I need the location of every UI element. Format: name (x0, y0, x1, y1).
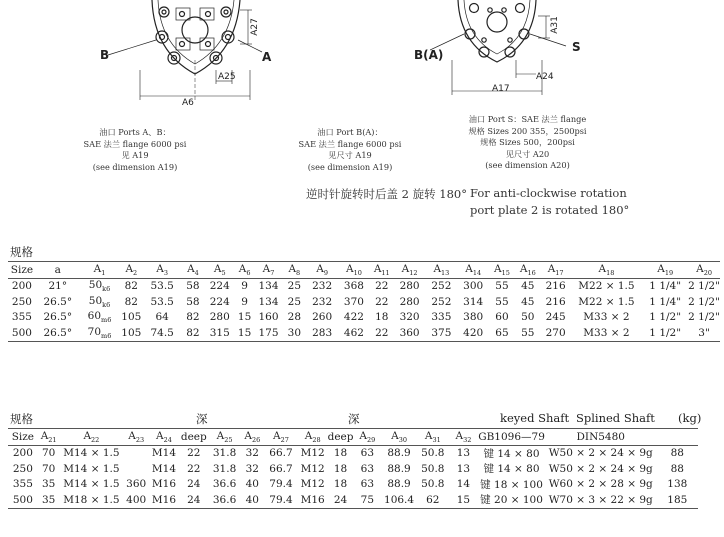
table1-cell: 380 (463, 311, 484, 324)
table1-cell: 82 (124, 295, 138, 308)
table1-header-cell: $A_{10}$ (338, 262, 370, 279)
table1-cell: 2 1/2" (688, 311, 720, 324)
table2-cell: 79.4 (269, 478, 293, 491)
table1-cell: 1 1/4" (649, 280, 682, 293)
spec-table-1 (8, 261, 720, 342)
dim-a17: A17 (492, 84, 510, 94)
table2-cell: M12 (300, 462, 325, 475)
table1-cell: 160 (258, 311, 279, 324)
table1-cell: 224 (209, 280, 230, 293)
table2-cell: 36.6 (212, 478, 237, 491)
table1-cell: 314 (463, 295, 484, 308)
table1-cell: 320 (399, 311, 420, 324)
table1-cell: 134 (258, 280, 279, 293)
table1-cell: 64 (155, 311, 169, 324)
table2-cell: 50.8 (421, 478, 445, 491)
table1-header-cell: $A_1$ (80, 262, 120, 279)
table1-cell: 82 (186, 311, 200, 324)
table1-cell: 280 (209, 311, 230, 324)
table2-cell: W70 × 3 × 22 × 9g (545, 492, 657, 508)
table1-cell: 82 (181, 325, 205, 341)
table1-cell: 216 (545, 280, 566, 293)
table2-title-kg: (kg) (678, 411, 702, 425)
table1-cell: 45 (521, 295, 535, 308)
table1-header-cell: $A_{19}$ (642, 262, 688, 279)
table2-cell: 24 (179, 492, 209, 508)
table-row (8, 445, 698, 461)
table1-cell: 1 1/2" (649, 311, 682, 324)
table2-header-cell: deep (328, 429, 354, 446)
table2-header-cell: $A_{29}$ (354, 429, 382, 446)
table1-cell: 232 (312, 280, 333, 293)
table1-cell: 300 (463, 280, 484, 293)
table2-cell: 24 (328, 492, 354, 508)
table1-cell: 55 (515, 325, 541, 341)
table2-cell: W50 × 2 × 24 × 9g (548, 447, 653, 460)
table1-cell: 245 (545, 311, 566, 324)
table1-cell: 250 (11, 295, 32, 308)
table2-cell: 键 14 × 80 (483, 463, 540, 476)
table1-cell: $60_{m6}$ (87, 310, 112, 325)
table1-cell: 25 (287, 280, 302, 293)
table1-cell: 30 (282, 325, 306, 341)
table2-header-row (8, 429, 698, 446)
table1-cell: $50_{k6}$ (88, 279, 111, 294)
caption-right: 油口 Port S：SAE 法兰 flange 规格 Sizes 200 355，2500psi 规格 Sizes 500，200psi 见尺寸 A20 (see dimension A20) (468, 114, 587, 170)
table1-cell: 360 (394, 325, 426, 341)
table2-header-cell: $A_{23}$ (123, 429, 149, 446)
table2-cell: 32 (245, 447, 259, 460)
table1-cell: 25 (287, 295, 302, 308)
table1-title: 规格 (10, 245, 33, 259)
table2-cell: M14 (151, 462, 177, 475)
table2-cell: 88.9 (387, 462, 411, 475)
table-row (8, 477, 698, 493)
table-row (8, 325, 720, 341)
table1-cell: 1 1/2" (642, 325, 688, 341)
table2-cell: M16 (149, 492, 179, 508)
table1-cell: 15 (237, 311, 252, 324)
table1-cell: 175 (255, 325, 283, 341)
table1-cell: 462 (338, 325, 370, 341)
table1-cell: 9 (241, 280, 248, 293)
table2-cell: M14 × 1.5 (63, 462, 120, 475)
table2-cell: 360 (126, 478, 147, 491)
table2-cell: M12 (300, 478, 325, 491)
table2-header-cell: $A_{27}$ (264, 429, 298, 446)
table-row (8, 492, 698, 508)
table1-cell: 232 (312, 295, 333, 308)
table2-cell: 88 (670, 447, 684, 460)
table1-cell: 21° (48, 280, 68, 293)
table2-header-cell: $A_{21}$ (38, 429, 60, 446)
table2-header-cell: $A_{22}$ (60, 429, 124, 446)
table1-cell: 283 (306, 325, 338, 341)
table1-cell: 15 (235, 325, 255, 341)
table1-cell: 422 (343, 311, 364, 324)
table2-cell (123, 445, 149, 461)
table2-cell: 500 (8, 492, 38, 508)
caption-left: 油口 Ports A、B： SAE 法兰 flange 6000 psi 见 A19 (see dimension A19) (83, 127, 187, 172)
table1-header-cell: $A_4$ (181, 262, 205, 279)
table1-header-cell: $A_{14}$ (457, 262, 489, 279)
table2-header-cell: $A_{32}$ (449, 429, 479, 446)
table2-cell: M16 (298, 492, 328, 508)
table2-cell: 22 (187, 447, 201, 460)
table2-cell: 63 (360, 447, 375, 460)
table2-cell: W60 × 2 × 28 × 9g (548, 478, 653, 491)
table2-cell: 138 (667, 478, 688, 491)
table2-title-shen-2: 深 (348, 412, 360, 426)
rotation-note-en-2: port plate 2 is rotated 180° (470, 203, 630, 217)
left-flange-drawing (90, 0, 280, 110)
table2-cell: W50 × 2 × 24 × 9g (548, 462, 653, 475)
table2-header-cell: GB1096—79 (478, 429, 545, 446)
table1-header-cell: $A_{18}$ (571, 262, 643, 279)
table2-cell: 36.6 (209, 492, 241, 508)
table1-cell: 252 (431, 295, 452, 308)
table2-cell (123, 461, 149, 477)
table1-cell: 355 (11, 311, 32, 324)
table2-header-cell: deep (179, 429, 209, 446)
table1-cell: 74.5 (143, 325, 181, 341)
table-row (8, 461, 698, 477)
table2-header-cell: DIN5480 (545, 429, 657, 446)
table2-cell: 106.4 (381, 492, 417, 508)
table1-cell: 420 (457, 325, 489, 341)
table1-cell: M22 × 1.5 (578, 295, 635, 308)
table1-cell: M22 × 1.5 (578, 280, 635, 293)
table2-cell: 40 (240, 492, 264, 508)
table1-header-cell: $A_7$ (255, 262, 283, 279)
table1-header-cell: $A_6$ (235, 262, 255, 279)
table1-cell: 22 (375, 295, 389, 308)
table1-cell: 2 1/2" (688, 295, 720, 308)
table2-cell: 18 (333, 478, 348, 491)
table2-cell: 70 (41, 447, 56, 460)
table1-cell: 252 (431, 280, 452, 293)
table2-cell: M12 (300, 447, 325, 460)
table1-cell: 260 (312, 311, 333, 324)
table1-header-cell: $A_{15}$ (489, 262, 515, 279)
table2-cell: 35 (41, 478, 56, 491)
table1-cell: 28 (287, 311, 302, 324)
table1-cell: 315 (205, 325, 235, 341)
table2-header-cell: $A_{24}$ (149, 429, 179, 446)
table2-cell: 14 (456, 478, 471, 491)
table1-cell: 335 (431, 311, 452, 324)
table2-title-splined: Splined Shaft (576, 411, 655, 425)
table1-header-cell: a (36, 262, 80, 279)
table1-cell: 1 1/4" (649, 295, 682, 308)
table1-header-cell: $A_{12}$ (394, 262, 426, 279)
table2-cell: 50.8 (421, 462, 445, 475)
table1-cell: 3" (688, 325, 720, 341)
table1-cell: 45 (521, 280, 535, 293)
table-row (8, 278, 720, 294)
table2-cell: 79.4 (264, 492, 298, 508)
table2-cell: 35 (38, 492, 60, 508)
label-a: A (262, 50, 272, 64)
table1-cell: 53.5 (150, 280, 174, 293)
table2-header-cell: Size (8, 429, 38, 446)
dim-a25: A25 (218, 72, 236, 82)
table1-cell: 55 (495, 280, 509, 293)
table2-cell: 32 (245, 462, 259, 475)
table1-cell: 280 (399, 280, 420, 293)
table1-header-cell: $A_5$ (205, 262, 235, 279)
dim-a24: A24 (536, 72, 554, 82)
table1-cell: 65 (489, 325, 515, 341)
table2-cell: 88.9 (387, 447, 411, 460)
table1-cell: 105 (121, 311, 142, 324)
table1-cell: 224 (209, 295, 230, 308)
table2-header-cell: $A_{30}$ (381, 429, 417, 446)
table1-header-cell: $A_{16}$ (515, 262, 541, 279)
table2-header-cell: $A_{31}$ (417, 429, 449, 446)
table1-header-cell: $A_2$ (119, 262, 143, 279)
table2-cell: 200 (12, 447, 33, 460)
table1-cell: 26.5° (36, 325, 80, 341)
table1-cell: 370 (343, 295, 364, 308)
table1-cell: 26.5° (43, 311, 73, 324)
table2-cell: 70 (41, 462, 56, 475)
label-s: S (572, 40, 581, 54)
table1-header-cell: $A_{13}$ (425, 262, 457, 279)
table1-cell: 270 (541, 325, 571, 341)
table2-cell: 键 18 × 100 (480, 478, 543, 491)
table1-header-row (8, 262, 720, 279)
table2-cell: 13 (456, 447, 471, 460)
label-ba: B(A) (414, 48, 444, 62)
table1-cell: 500 (8, 325, 36, 341)
table1-header-cell: Size (8, 262, 36, 279)
table1-cell: 9 (241, 295, 248, 308)
table2-title-shen-1: 深 (196, 412, 208, 426)
table2-cell: 63 (360, 462, 375, 475)
table1-cell: 216 (545, 295, 566, 308)
table1-cell: 50 (521, 311, 535, 324)
table2-cell: 50.8 (421, 447, 445, 460)
table2-cell: 62 (417, 492, 449, 508)
table2-cell: M14 × 1.5 (63, 478, 120, 491)
table2-cell: 15 (449, 492, 479, 508)
table1-cell: 53.5 (150, 295, 174, 308)
table2-header-cell: $A_{26}$ (240, 429, 264, 446)
table2-cell: 185 (657, 492, 698, 508)
caption-middle: 油口 Port B(A)： SAE 法兰 flange 6000 psi 见尺寸 A19 (see dimension A19) (298, 127, 402, 172)
table2-cell: 键 20 × 100 (478, 492, 545, 508)
table1-cell: 58 (186, 280, 200, 293)
table2-header-cell: $A_{28}$ (298, 429, 328, 446)
table1-cell: $70_{m6}$ (80, 325, 120, 341)
table1-cell: 375 (425, 325, 457, 341)
table1-cell: 26.5° (43, 295, 73, 308)
dim-a6: A6 (182, 98, 194, 108)
table1-cell: 134 (258, 295, 279, 308)
table2-cell: 13 (456, 462, 471, 475)
table1-cell: 82 (124, 280, 138, 293)
table1-cell: M33 × 2 (583, 311, 630, 324)
table2-title-keyed: keyed Shaft (500, 411, 570, 425)
dim-a27: A27 (249, 18, 260, 36)
table1-cell: 368 (343, 280, 364, 293)
table1-cell: $50_{k6}$ (88, 294, 111, 309)
table1-header-cell: $A_3$ (143, 262, 181, 279)
table1-cell: 58 (186, 295, 200, 308)
label-b: B (100, 48, 110, 62)
table1-cell: 22 (375, 280, 389, 293)
dim-a31: A31 (549, 16, 560, 34)
table2-header-cell: $A_{25}$ (209, 429, 241, 446)
table2-cell: 355 (12, 478, 33, 491)
table2-cell: 18 (333, 447, 348, 460)
table2-cell: 250 (12, 462, 33, 475)
table2-cell: 88 (670, 462, 684, 475)
table1-cell: 18 (375, 311, 389, 324)
table1-cell: 105 (119, 325, 143, 341)
table1-header-cell: $A_8$ (282, 262, 306, 279)
table1-cell: 55 (495, 295, 509, 308)
table1-header-cell: $A_9$ (306, 262, 338, 279)
table1-cell: 22 (370, 325, 394, 341)
table2-cell: 31.8 (212, 462, 237, 475)
table2-cell: 66.7 (269, 462, 293, 475)
table2-cell: 键 14 × 80 (483, 447, 540, 460)
table2-cell: 66.7 (269, 447, 293, 460)
table1-cell: 2 1/2" (688, 280, 720, 293)
table2-cell: 18 (333, 462, 348, 475)
table2-cell: 75 (354, 492, 382, 508)
table1-header-cell: $A_{11}$ (370, 262, 394, 279)
table2-cell: M18 × 1.5 (60, 492, 124, 508)
table2-header-cell (657, 429, 698, 446)
table2-cell: M14 (151, 447, 177, 460)
table-row (8, 310, 720, 326)
rotation-note-en-1: For anti-clockwise rotation (470, 186, 627, 200)
table2-cell: 31.8 (212, 447, 237, 460)
table-row (8, 294, 720, 310)
table2-title-guige: 规格 (10, 412, 33, 426)
spec-table-2 (8, 428, 698, 509)
table2-cell: 22 (187, 462, 201, 475)
table1-cell: 280 (399, 295, 420, 308)
table2-cell: 40 (245, 478, 259, 491)
table1-header-cell: $A_{17}$ (541, 262, 571, 279)
table1-cell: M33 × 2 (571, 325, 643, 341)
table2-cell: 24 (187, 478, 201, 491)
table1-cell: 200 (11, 280, 32, 293)
table2-cell: 400 (123, 492, 149, 508)
table2-cell: M14 × 1.5 (63, 447, 120, 460)
table2-cell: M16 (151, 478, 177, 491)
table2-cell: 88.9 (387, 478, 411, 491)
table1-header-cell: $A_{20}$ (688, 262, 720, 279)
rotation-note-cn: 逆时针旋转时后盖 2 旋转 180° (306, 187, 467, 201)
table1-cell: 60 (495, 311, 509, 324)
table2-cell: 63 (360, 478, 375, 491)
